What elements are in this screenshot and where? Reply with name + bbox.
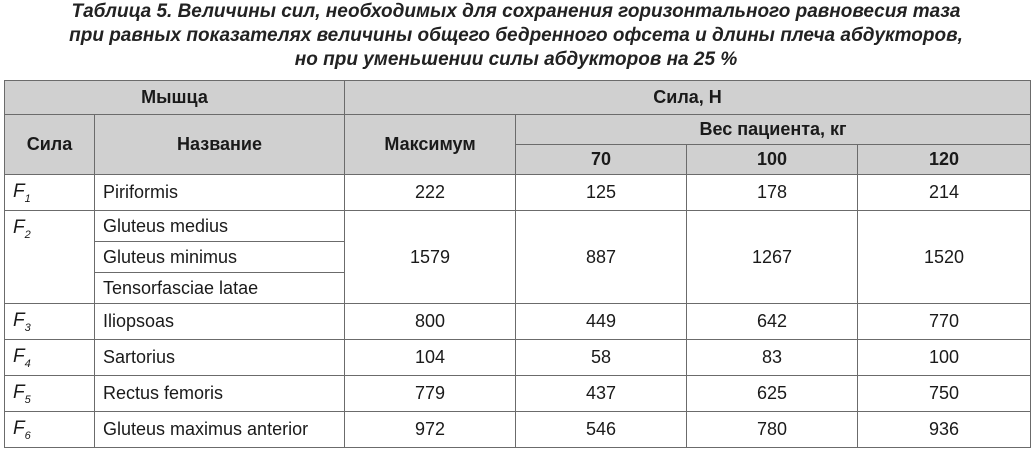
value-120: 770 [858, 304, 1031, 340]
value-100: 625 [687, 376, 858, 412]
header-name: Название [95, 115, 345, 175]
max-value: 972 [345, 412, 516, 448]
force-symbol: $F_6$ [5, 412, 95, 448]
table-row [5, 175, 1031, 211]
header-weight-group: Вес пациента, кг [516, 115, 1031, 145]
value-120: 750 [858, 376, 1031, 412]
max-value: 104 [345, 340, 516, 376]
max-value: 222 [345, 175, 516, 211]
table-row [5, 412, 1031, 448]
force-symbol: $F_2$ [5, 211, 95, 304]
table-row [5, 340, 1031, 376]
value-100: 1267 [687, 211, 858, 304]
muscle-name: Gluteus minimus [95, 242, 345, 273]
value-70: 887 [516, 211, 687, 304]
max-value: 779 [345, 376, 516, 412]
value-120: 1520 [858, 211, 1031, 304]
value-120: 100 [858, 340, 1031, 376]
muscle-name: Rectus femoris [95, 376, 345, 412]
muscle-name: Gluteus medius [95, 211, 345, 242]
caption-line-3: но при уменьшении силы абдукторов на 25 % [294, 49, 738, 70]
value-70: 437 [516, 376, 687, 412]
muscle-name: Piriformis [95, 175, 345, 211]
max-value: 800 [345, 304, 516, 340]
muscle-name: Iliopsoas [95, 304, 345, 340]
table-row [5, 376, 1031, 412]
value-100: 642 [687, 304, 858, 340]
header-weight-120: 120 [858, 145, 1031, 175]
value-100: 83 [687, 340, 858, 376]
force-symbol: $F_5$ [5, 376, 95, 412]
header-weight-70: 70 [516, 145, 687, 175]
max-value: 1579 [345, 211, 516, 304]
muscle-name: Gluteus maximus anterior [95, 412, 345, 448]
value-120: 936 [858, 412, 1031, 448]
value-70: 449 [516, 304, 687, 340]
force-symbol: $F_1$ [5, 175, 95, 211]
value-70: 125 [516, 175, 687, 211]
caption-line-2: при равных показателях величины общего бедренного офсета и длины плеча абдукторов, [69, 25, 963, 46]
force-symbol: $F_3$ [5, 304, 95, 340]
header-force-group: Сила, Н [345, 81, 1031, 115]
header-weight-100: 100 [687, 145, 858, 175]
force-symbol: $F_4$ [5, 340, 95, 376]
value-120: 214 [858, 175, 1031, 211]
value-70: 58 [516, 340, 687, 376]
table-caption [0, 0, 1032, 72]
forces-table [4, 80, 1031, 448]
muscle-name: Sartorius [95, 340, 345, 376]
value-70: 546 [516, 412, 687, 448]
header-muscle-group: Мышца [5, 81, 345, 115]
table-row [5, 304, 1031, 340]
value-100: 178 [687, 175, 858, 211]
muscle-name: Tensorfasciae latae [95, 273, 345, 304]
header-force: Сила [5, 115, 95, 175]
table-row [5, 211, 1031, 242]
value-100: 780 [687, 412, 858, 448]
header-max: Максимум [345, 115, 516, 175]
caption-line-1: Таблица 5. Величины сил, необходимых для сохранения горизонтального равновесия таза [71, 1, 961, 22]
